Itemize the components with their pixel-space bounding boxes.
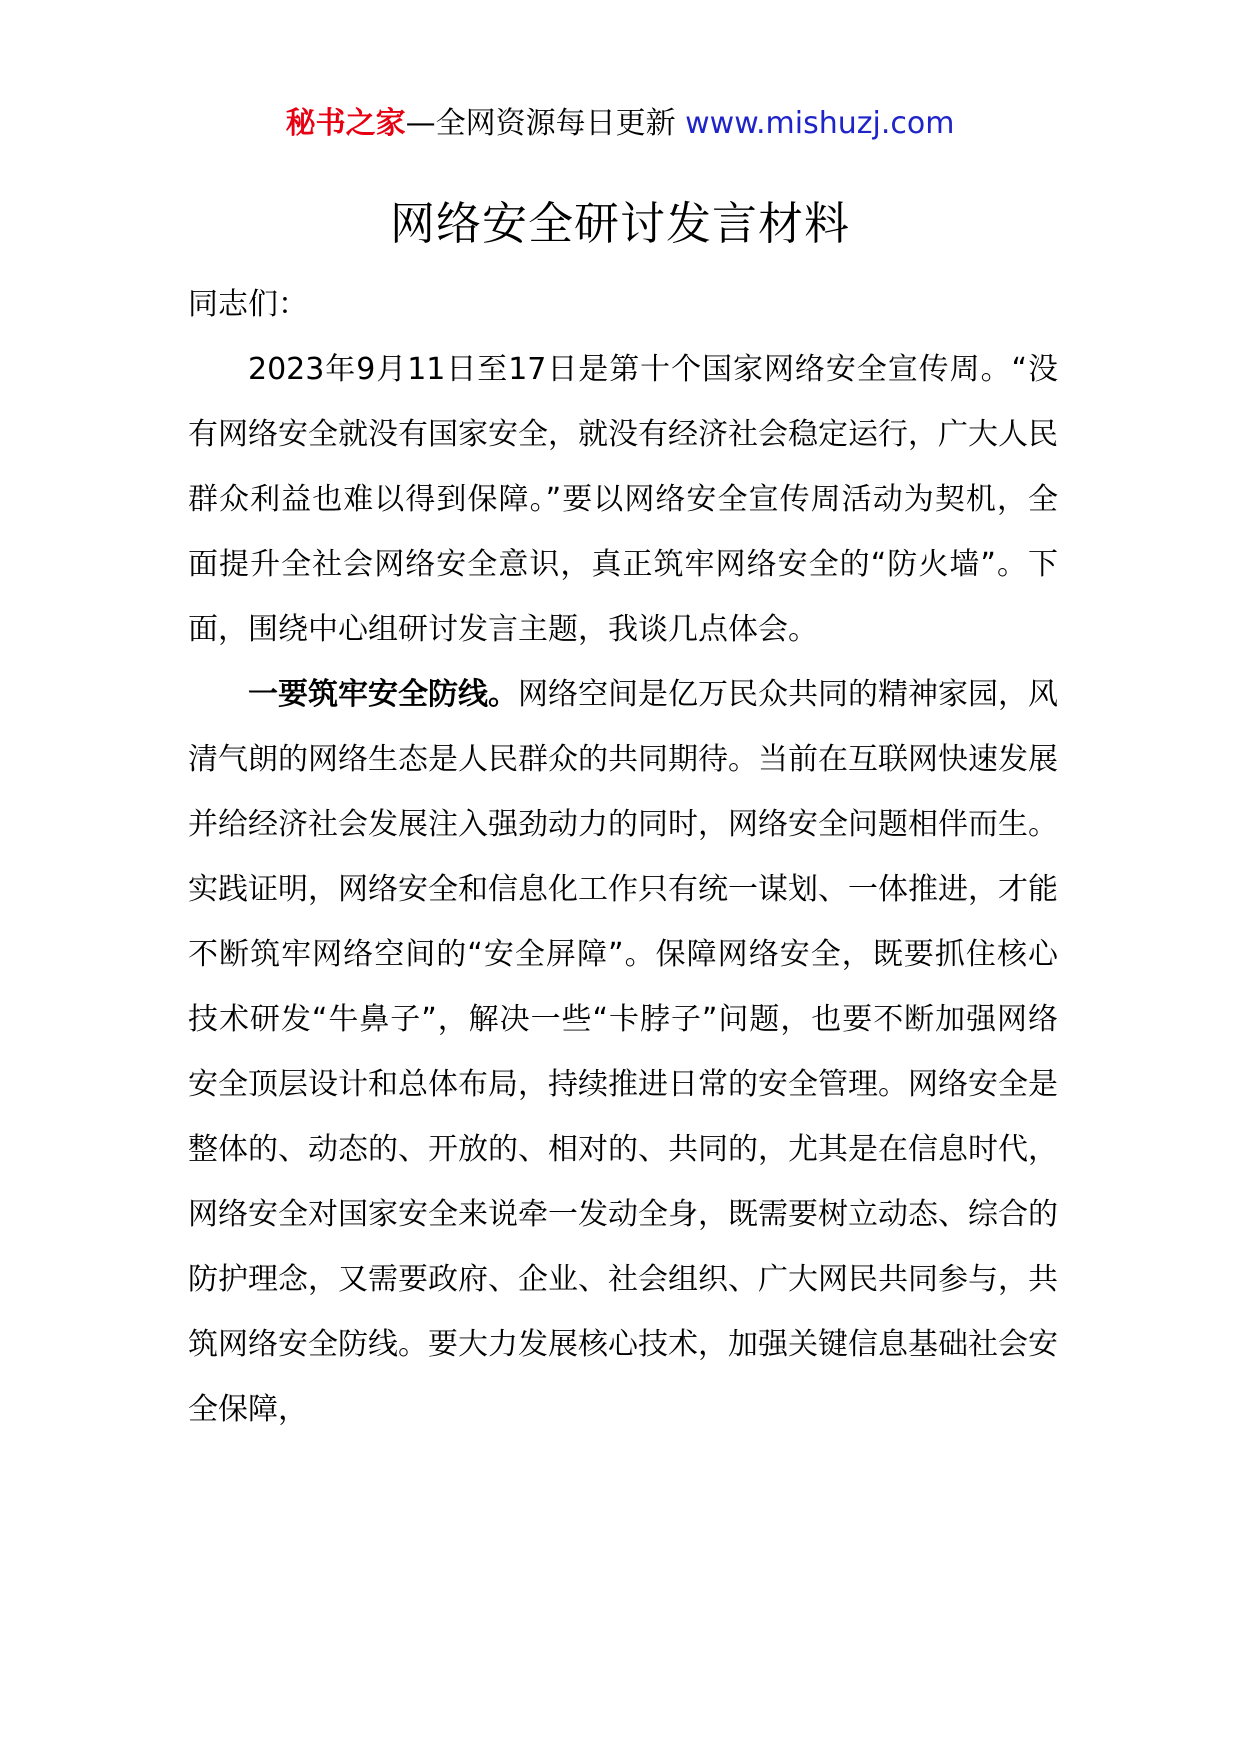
paragraph-lead-heading: 一要筑牢安全防线。 (248, 677, 518, 712)
site-header (0, 100, 1240, 148)
site-url-link[interactable]: www.mishuzj.com (685, 106, 955, 141)
document-body (188, 272, 1058, 1442)
salutation: 同志们： (188, 287, 308, 322)
site-brand: 秘书之家 (285, 106, 406, 141)
document-title: 网络安全研讨发言材料 (389, 197, 850, 250)
paragraph-intro: 2023年9月11日至17日是第十个国家网络安全宣传周。“没有网络安全就没有国家安全，就没有经济社会稳定运行，广大人民群众利益也难以得到保障。”要以网络安全宣传周活动为契机，全面提升全社会网络安全意识，真正筑牢网络安全的“防火墙”。下面，围绕中心组研讨发言主题，我谈几点体会。 (188, 352, 1058, 647)
paragraph-first-point (188, 662, 1058, 1442)
site-tagline: —全网资源每日更新 (405, 106, 676, 141)
paragraph-first-point-text: 网络空间是亿万民众共同的精神家园，风清气朗的网络生态是人民群众的共同期待。当前在互联网快速发展并给经济社会发展注入强劲动力的同时，网络安全问题相伴而生。实践证明，网络安全和信息化工作只有统一谋划、一体推进，才能不断筑牢网络空间的“安全屏障”。保障网络安全，既要抓住核心技术研发“牛鼻子”，解决一些“卡脖子”问题，也要不断加强网络安全顶层设计和总体布局，持续推进日常的安全管理。网络安全是整体的、动态的、开放的、相对的、共同的，尤其是在信息时代，网络安全对国家安全来说牵一发动全身，既需要树立动态、综合的防护理念，又需要政府、企业、社会组织、广大网民共同参与，共筑网络安全防线。要大力发展核心技术，加强关键信息基础社会安全保障， (188, 677, 1058, 1427)
